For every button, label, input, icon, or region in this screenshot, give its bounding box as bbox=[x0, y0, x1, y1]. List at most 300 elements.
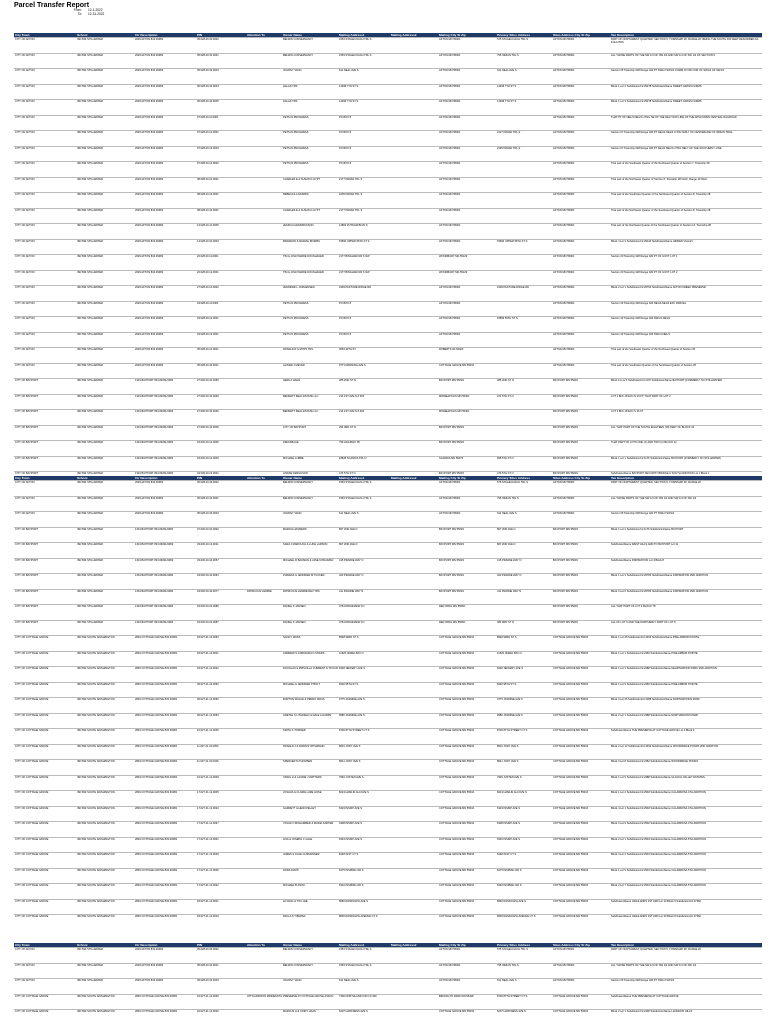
table-cell: CITY OF COTTAGE GROVE bbox=[14, 822, 76, 838]
table-cell: SubdivisionName BAYPORT SECURITY BRIDGE & SOUTH ADDITION Lot 1 Block 1 bbox=[610, 472, 762, 487]
table-cell: 1301 BAYPORT 834 #3001/3483 bbox=[134, 574, 196, 590]
table-cell bbox=[496, 115, 552, 131]
table-cell: Section 33 Township 028 Range 020 NW1/4-NE1/4 bbox=[610, 317, 762, 333]
table-cell: PO BOX 8 bbox=[338, 131, 390, 147]
table-cell: 6391 INSKIP AVE S bbox=[496, 837, 552, 853]
table-cell bbox=[246, 53, 282, 69]
table-cell bbox=[390, 208, 438, 224]
table-cell: 795 INDIAN TRL S bbox=[496, 53, 552, 69]
table-cell: 05.028.20.32.0001 bbox=[196, 963, 246, 979]
table-cell: 8501 JODY AVE S bbox=[338, 744, 390, 760]
table-cell bbox=[496, 363, 552, 379]
table-cell: MINNEAPOLIS MN 55401 bbox=[438, 394, 496, 410]
column-header: Mailing Address1 bbox=[338, 33, 390, 38]
table-cell: PART OF NORTHWEST QUARTER, SECTION 5, TOWNSHIP 28, RANGE 20 bbox=[610, 948, 762, 964]
table-cell: MINNEAPOLIS MN 55401 bbox=[438, 410, 496, 426]
table-cell bbox=[390, 994, 438, 1010]
table-cell: AFTON MN 55001 bbox=[438, 301, 496, 317]
column-header: Attention To bbox=[246, 943, 282, 948]
table-cell: 2029 AFTON 834 #3483 bbox=[134, 270, 196, 286]
table-cell: COTTAGE GROVE MN 55016 bbox=[438, 760, 496, 776]
table-row bbox=[14, 53, 762, 69]
table-cell: AFTON MN 55001 bbox=[552, 208, 610, 224]
table-cell: 611 NEAL AVE S bbox=[338, 979, 390, 995]
table-cell: RONALD R & MYRS TRS bbox=[282, 348, 338, 364]
table-cell: COTTAGE GROVE MN 55016 bbox=[438, 729, 496, 745]
table-cell bbox=[246, 963, 282, 979]
table-cell: BAYPORT MN 55003 bbox=[438, 558, 496, 574]
table-cell: AFTON MN 55001 bbox=[438, 162, 496, 178]
table-cell: Block 2 Lot 1 SubdivisionCd 2400 SubdivisionName LANGDON HILLS bbox=[610, 1010, 762, 1025]
table-cell bbox=[246, 558, 282, 574]
table-cell bbox=[496, 605, 552, 621]
table-cell: ISD 834 STILLWATER bbox=[76, 948, 134, 964]
table-cell bbox=[390, 363, 438, 379]
table-cell: CITY OF AFTON bbox=[14, 332, 76, 348]
table-cell: 2029 AFTON 834 #3483 bbox=[134, 69, 196, 85]
table-row bbox=[14, 527, 762, 543]
table-cell: ISD 834 STILLWATER bbox=[76, 348, 134, 364]
table-cell: CITY OF AFTON bbox=[14, 38, 76, 54]
table-cell: 9980 JASMINE AVE S bbox=[338, 713, 390, 729]
table-cell: BAYPORT MN 55003 bbox=[552, 543, 610, 559]
table-cell: 423 PRAIRIE WAY N bbox=[496, 574, 552, 590]
column-header: Owner Name bbox=[282, 476, 338, 481]
table-cell: 35.028.20.43.0001 bbox=[196, 363, 246, 379]
table-cell: ALL THOSE PARTS OF THE SW 1/4 OF NW 1/4 AND SW 1/4 OF SW 1/4 bbox=[610, 496, 762, 512]
table-cell: CITY OF AFTON bbox=[14, 146, 76, 162]
table-cell bbox=[496, 193, 552, 209]
table-row bbox=[14, 425, 762, 441]
column-header: Owner Name bbox=[282, 33, 338, 38]
table-cell: BAYPORT MN 55003 bbox=[438, 527, 496, 543]
table-cell: BAYPORT MN 55003 bbox=[552, 558, 610, 574]
table-cell: MICHAEL & JENNIFER P BOLT bbox=[282, 682, 338, 698]
table-cell bbox=[390, 651, 438, 667]
table-cell: HALAS TRS bbox=[282, 84, 338, 100]
table-cell: 05.028.20.33.0003 bbox=[196, 512, 246, 528]
table-cell: SPENCER M THOMSEN bbox=[282, 760, 338, 776]
table-row bbox=[14, 69, 762, 85]
table-cell: ISD 834 STILLWATER bbox=[76, 193, 134, 209]
table-cell: COTTAGE GROVE MN 55016 bbox=[552, 744, 610, 760]
table-cell: 867 2ND AVE N bbox=[338, 527, 390, 543]
table-cell: CITY OF AFTON bbox=[14, 270, 76, 286]
table-cell: ISD 833 SOUTH WASHINGTON bbox=[76, 853, 134, 869]
table-cell: 15834 UPPER 56TH ST S bbox=[338, 239, 390, 255]
table-cell bbox=[246, 837, 282, 853]
table-cell: 03.027.21.14.0042 bbox=[196, 667, 246, 683]
table-cell: ATTN ADDISON MINNESOTA bbox=[246, 994, 282, 1010]
table-cell bbox=[246, 425, 282, 441]
table-cell: 08.028.20.32.0001 bbox=[196, 208, 246, 224]
table-cell: 16.027.21.14.0009 bbox=[196, 775, 246, 791]
table-cell: 27.030.20.34.0055 bbox=[196, 379, 246, 395]
table-cell: AFTON MN 55001 bbox=[438, 115, 496, 131]
table-cell: 2127 INDIAN TRL S bbox=[496, 131, 552, 147]
table-row bbox=[14, 38, 762, 54]
table-cell bbox=[390, 100, 438, 116]
table-row bbox=[14, 853, 762, 869]
table-cell bbox=[390, 239, 438, 255]
table-cell: 2029 AFTON 834 #3483 bbox=[134, 363, 196, 379]
table-cell: 6275 INSPIRE CIR S bbox=[338, 868, 390, 884]
table-cell: Block 4 Lot 1 SubdivisionCd 2502 SubdivisionName CALARROSA 4TH ADDITION bbox=[610, 806, 762, 822]
table-cell: COTTAGE GROVE MN 55016 bbox=[438, 837, 496, 853]
table-cell: CITY OF AFTON bbox=[14, 948, 76, 964]
table-cell: ISD 833 SOUTH WASHINGTON bbox=[76, 868, 134, 884]
table-row bbox=[14, 558, 762, 574]
table-cell: 2804 COTTAGE GROVE 833 #3483 bbox=[134, 853, 196, 869]
column-header: Ctr Description bbox=[134, 943, 196, 948]
table-cell: WOODBURY MN 55129 bbox=[438, 255, 496, 271]
table-cell: COTTAGE GROVE MN 55016 bbox=[438, 682, 496, 698]
table-cell: MARCUS H & CINDY HAAS bbox=[282, 1010, 338, 1025]
table-row bbox=[14, 605, 762, 621]
table-cell: 867 2ND AVE N bbox=[496, 527, 552, 543]
table-row bbox=[14, 512, 762, 528]
table-cell bbox=[246, 713, 282, 729]
table-cell: 6275 INSPIRE CIR S bbox=[496, 868, 552, 884]
table-cell bbox=[390, 822, 438, 838]
table-cell bbox=[246, 239, 282, 255]
table-cell: BAYPORT MN 55003 bbox=[552, 410, 610, 426]
table-cell: 8530 RANDOLPH AVENUE CT S bbox=[496, 915, 552, 930]
table-cell: AFTON MN 55001 bbox=[438, 208, 496, 224]
table-cell: Block 1 Lot 2 SubdivisionCd 1176 SubdivisionName BAYPORT bbox=[610, 527, 762, 543]
table-cell: 3754 RIDGEVIEW LN bbox=[338, 620, 390, 636]
table-cell bbox=[246, 100, 282, 116]
table-cell bbox=[390, 605, 438, 621]
table-cell: 2177 BINGHAM DR S NW bbox=[338, 270, 390, 286]
table-cell: COTTAGE GROVE MN 55016 bbox=[438, 667, 496, 683]
table-cell: AFTON MN 55001 bbox=[552, 224, 610, 240]
table-cell: 2804 COTTAGE GROVE 833 #3483 bbox=[134, 837, 196, 853]
table-cell: 06.027.21.14.0052 bbox=[196, 698, 246, 714]
table-cell: PETS IN PROGRESS bbox=[282, 162, 338, 178]
table-cell bbox=[246, 620, 282, 636]
table-cell: 2029 AFTON 834 #3483 bbox=[134, 131, 196, 147]
table-cell: 807 2ND AVE N bbox=[496, 543, 552, 559]
table-cell: CITY OF AFTON bbox=[14, 963, 76, 979]
table-row bbox=[14, 363, 762, 379]
table-cell: HALAS TRS bbox=[282, 100, 338, 116]
table-cell: 1301 BAYPORT 834 #3001/3483 bbox=[134, 425, 196, 441]
table-cell: CITY OF COTTAGE GROVE bbox=[14, 682, 76, 698]
table-cell: CITY OF AFTON bbox=[14, 512, 76, 528]
table-cell: ISD 834 STILLWATER bbox=[76, 177, 134, 193]
table-cell: 8660 RANDOLPH AVE S bbox=[496, 899, 552, 915]
table-cell: That part of the Southeast Quarter of the Northeast Quarter of Section 35 bbox=[610, 348, 762, 364]
table-cell: ALL THAT PART OF LOT 4 BLOCK 78 bbox=[610, 605, 762, 621]
column-header: Primary Situs Address bbox=[496, 476, 552, 481]
table-cell: 27.030.20.43.0045 bbox=[196, 394, 246, 410]
table-cell bbox=[246, 853, 282, 869]
table-cell: 2804 COTTAGE GROVE 833 #3483 bbox=[134, 994, 196, 1010]
table-row bbox=[14, 286, 762, 302]
table-cell: 1939 PASTURE RIDGE RD bbox=[496, 286, 552, 302]
table-cell: SMITH K TOWNER bbox=[282, 729, 338, 745]
table-cell bbox=[390, 131, 438, 147]
table-cell: ISD 834 STILLWATER bbox=[76, 224, 134, 240]
table-cell: 2804 COTTAGE GROVE 833 #3483 bbox=[134, 1010, 196, 1025]
table-cell bbox=[246, 177, 282, 193]
table-cell: 575 STAGECOACH TRL S bbox=[496, 38, 552, 54]
table-cell: Block 1 Lot 2 SubdivisionCd 25278 SubdivisionName SWEET GRASS FARMS bbox=[610, 84, 762, 100]
table-cell: ISD 834 STILLWATER bbox=[76, 301, 134, 317]
table-cell: CITY OF COTTAGE GROVE bbox=[14, 775, 76, 791]
table-cell: 05.028.20.33.0003 bbox=[196, 69, 246, 85]
table-cell: COTTAGE GROVE MN 55016 bbox=[552, 822, 610, 838]
table-cell: CITY OF BAYPORT bbox=[14, 379, 76, 395]
table-cell bbox=[390, 682, 438, 698]
table-cell: 2804 COTTAGE GROVE 833 #3483 bbox=[134, 915, 196, 930]
table-cell: 07.028.20.13.0003 bbox=[196, 146, 246, 162]
table-cell bbox=[496, 332, 552, 348]
table-cell: 13.028.20.41.0005 bbox=[196, 224, 246, 240]
table-cell: 1301 BAYPORT 834 #3001/3483 bbox=[134, 605, 196, 621]
table-cell: 9775 JASMINE AVE S bbox=[338, 698, 390, 714]
table-cell: AFTON MN 55001 bbox=[438, 131, 496, 147]
table-cell: ZZECKBAUE bbox=[282, 441, 338, 457]
table-cell bbox=[246, 543, 282, 559]
table-cell: 415 PRAIRIE WAY N bbox=[496, 558, 552, 574]
table-cell: 1301 BAYPORT 834 #3001/3483 bbox=[134, 441, 196, 457]
table-cell bbox=[390, 574, 438, 590]
table-cell bbox=[496, 425, 552, 441]
table-cell bbox=[390, 837, 438, 853]
table-cell bbox=[246, 1010, 282, 1025]
table-cell: COTTAGE GROVE MN 55016 bbox=[438, 713, 496, 729]
column-header: Tax Description bbox=[610, 33, 762, 38]
table-cell: 05.028.20.33.0002 bbox=[196, 948, 246, 964]
table-cell: Block 3 Lot 26 SubdivisionCd 2388 SubdivisionName NORTHWOODS PARK bbox=[610, 698, 762, 714]
table-cell: 11.027.21.31.0054 bbox=[196, 744, 246, 760]
table-cell: 2205 INDIAN TRL S bbox=[338, 193, 390, 209]
table-row bbox=[14, 239, 762, 255]
table-cell bbox=[390, 589, 438, 605]
table-cell bbox=[390, 512, 438, 528]
table-cell: AFTON MN 55001 bbox=[552, 270, 610, 286]
table-cell: 1553 STAGECOACH TRL S bbox=[338, 53, 390, 69]
table-cell: 14936 7TH ST S bbox=[496, 84, 552, 100]
table-cell bbox=[496, 410, 552, 426]
table-cell: Block 4 Lot 3 SubdivisionCd 25120 SubdivisionName HIDDEN VALLEY bbox=[610, 239, 762, 255]
table-cell: RED WING MN 55066 bbox=[438, 620, 496, 636]
table-cell: PETS IN PROGRESS bbox=[282, 146, 338, 162]
table-cell: COTTAGE GROVE MN 55016 bbox=[552, 994, 610, 1010]
table-cell: COTTAGE GROVE MN 55016 bbox=[552, 713, 610, 729]
table-cell: DANIEL F JANSEN bbox=[282, 605, 338, 621]
table-cell bbox=[390, 286, 438, 302]
table-cell: 17.027.21.13.0001 bbox=[196, 837, 246, 853]
table-cell bbox=[390, 963, 438, 979]
table-row bbox=[14, 884, 762, 900]
table-cell bbox=[246, 605, 282, 621]
table-cell bbox=[246, 224, 282, 240]
table-cell: COTTAGE GROVE MN 55016 bbox=[552, 667, 610, 683]
table-cell: DANIEL F JANSEN bbox=[282, 620, 338, 636]
table-cell: 17.027.21.14.0022 bbox=[196, 884, 246, 900]
table-cell: BROOKLYN PARK MN 55428 bbox=[438, 994, 496, 1010]
table-cell: CITY OF COTTAGE GROVE bbox=[14, 760, 76, 776]
table-cell bbox=[390, 193, 438, 209]
table-cell: 2029 AFTON 834 #3483 bbox=[134, 162, 196, 178]
table-cell: MICHAEL B ANITA bbox=[282, 884, 338, 900]
table-cell: JAMES & JULIE GUSMANNER bbox=[282, 853, 338, 869]
table-cell bbox=[246, 574, 282, 590]
table-cell: CITY OF AFTON bbox=[14, 255, 76, 271]
table-cell: CITY OF AFTON bbox=[14, 979, 76, 995]
table-cell: 8402 95TH ST S bbox=[496, 682, 552, 698]
table-row bbox=[14, 899, 762, 915]
table-cell: CITY OF BAYPORT bbox=[14, 574, 76, 590]
table-cell bbox=[390, 456, 438, 472]
table-cell: SubdivisionName HIGHLANDS 1ST ADD Lot 10 Block 9 SubdivisionCd 27360 bbox=[610, 899, 762, 915]
table-cell bbox=[390, 115, 438, 131]
table-cell bbox=[246, 270, 282, 286]
table-cell: 2029 AFTON 834 #3483 bbox=[134, 979, 196, 995]
table-cell: COTTAGE GROVE MN 55016 bbox=[552, 837, 610, 853]
table-cell: 575 STAGECOACH TRL S bbox=[496, 481, 552, 497]
table-cell: CITY OF COTTAGE GROVE bbox=[14, 729, 76, 745]
table-cell bbox=[246, 301, 282, 317]
table-cell: CITY OF AFTON bbox=[14, 115, 76, 131]
table-cell bbox=[390, 853, 438, 869]
table-cell bbox=[390, 348, 438, 364]
date-range bbox=[50, 8, 104, 16]
table-cell bbox=[390, 1010, 438, 1025]
table-cell bbox=[390, 698, 438, 714]
table-row bbox=[14, 317, 762, 333]
table-cell: AFTON MN 55001 bbox=[438, 146, 496, 162]
table-cell: Section 20 Township 028 Range 020 PT OF GOVT LOT 2 bbox=[610, 270, 762, 286]
table-cell: AFTON MN 55001 bbox=[552, 239, 610, 255]
table-cell bbox=[246, 348, 282, 364]
table-cell: ISD 834 STILLWATER bbox=[76, 620, 134, 636]
table-cell: Block 3 Lot 8 SubdivisionCd 2452 SubdivisionName WOODRIDGE PONDS bbox=[610, 760, 762, 776]
table-cell: PETS IN PROGRESS bbox=[282, 131, 338, 147]
table-cell: Section 33 Township 028 Range 020 SW1/4-NE1/4 bbox=[610, 332, 762, 348]
table-cell bbox=[246, 69, 282, 85]
table-cell: BAYPORT MN 55003 bbox=[438, 574, 496, 590]
table-cell: 2804 COTTAGE GROVE 833 #3483 bbox=[134, 698, 196, 714]
table-cell: BAYPORT MN 55003 bbox=[438, 472, 496, 487]
table-cell bbox=[390, 729, 438, 745]
table-cell: COTTAGE GROVE MN 55016 bbox=[552, 868, 610, 884]
table-cell: 8213 HAMLIN ALCOVE S bbox=[338, 791, 390, 807]
table-cell: AFTON MN 55001 bbox=[552, 481, 610, 497]
table-cell bbox=[246, 744, 282, 760]
column-header: Situs Address City St Zip bbox=[552, 33, 610, 38]
table-cell: 8660 RANDOLPH AVE S bbox=[338, 899, 390, 915]
table-cell: 14936 7TH ST S bbox=[338, 100, 390, 116]
table-cell: MICHAEL R BAUMAN & JANE M BAUMAN bbox=[282, 558, 338, 574]
table-cell: BURTON WOLFE & PEDRO FRIAS bbox=[282, 698, 338, 714]
table-row bbox=[14, 791, 762, 807]
table-cell: 6248 61ST CT S bbox=[496, 853, 552, 869]
table-row bbox=[14, 620, 762, 636]
column-header: Mailing City St Zip bbox=[438, 476, 496, 481]
table-row bbox=[14, 698, 762, 714]
table-cell: 2177 BINGHAM DR S NW bbox=[338, 255, 390, 271]
table-row bbox=[14, 224, 762, 240]
column-header: Ctr Description bbox=[134, 33, 196, 38]
table-cell: CITY OF COTTAGE GROVE bbox=[14, 899, 76, 915]
table-cell: 611 NEAL AVE S bbox=[338, 69, 390, 85]
table-row bbox=[14, 963, 762, 979]
table-cell: 1301 BAYPORT 834 #3001/3483 bbox=[134, 472, 196, 487]
table-cell: AFTON MN 55001 bbox=[438, 512, 496, 528]
table-cell: CITY OF BAYPORT bbox=[14, 589, 76, 605]
table-cell: ISD 834 STILLWATER bbox=[76, 100, 134, 116]
table-cell: CITY OF COTTAGE GROVE bbox=[14, 837, 76, 853]
table-row bbox=[14, 348, 762, 364]
table-cell: 06.028.20.44.0004 bbox=[196, 84, 246, 100]
table-cell: 1553 STAGECOACH TRL S bbox=[338, 481, 390, 497]
table-cell: Section 20 Township 028 Range 020 PT OF GOVT LOT 1 bbox=[610, 255, 762, 271]
table-cell: Block 2 Lot 1 SubdivisionCd 25794 SubdivisionName AFTON CREEK PRESERVE bbox=[610, 286, 762, 302]
table-cell bbox=[246, 84, 282, 100]
table-cell: CITY OF BAYPORT bbox=[14, 620, 76, 636]
table-cell: 06.028.20.44.0005 bbox=[196, 100, 246, 116]
table-cell: CITY OF AFTON bbox=[14, 131, 76, 147]
table-cell: ALL THAT PART OF THE SOUTH EIGHTEEN (18) FEET OF BLOCK 19 bbox=[610, 425, 762, 441]
table-cell: BELWIN CONSERVANCY bbox=[282, 948, 338, 964]
table-cell: COTTAGE GROVE MN 55016 bbox=[438, 868, 496, 884]
table-cell: BAYPORT MN 55003 bbox=[552, 379, 610, 395]
table-cell: 1301 BAYPORT 834 #3001/3483 bbox=[134, 589, 196, 605]
table-cell: COTTAGE GROVE MN 55016 bbox=[438, 1010, 496, 1025]
table-cell: Block 4 Lot 2 SubdivisionCd 2504 SubdivisionName CALARROSA 5TH ADDITION bbox=[610, 853, 762, 869]
table-cell: 6207 HARKNESS AVE S bbox=[496, 1010, 552, 1025]
table-cell: 33.030.20.14.0011 bbox=[196, 543, 246, 559]
table-cell: 1939 PASTURE RIDGE RD bbox=[338, 286, 390, 302]
table-cell bbox=[390, 979, 438, 995]
table-cell bbox=[246, 332, 282, 348]
table-cell: 8148 JEFFERY AVE S bbox=[496, 667, 552, 683]
table-cell: CITY OF AFTON bbox=[14, 286, 76, 302]
table-cell: PRESERVE AT COTTAGE GROVE ASSOC bbox=[282, 994, 338, 1010]
table-cell: That part of the Southeast Quarter of the Northeast Quarter of Section 7, Township 28 bbox=[610, 162, 762, 178]
table-cell: AFTON MN 55001 bbox=[552, 301, 610, 317]
table-cell: 476 5TH ST N bbox=[496, 472, 552, 487]
table-cell: CITY OF BAYPORT bbox=[14, 472, 76, 487]
from-label: From: bbox=[73, 8, 82, 12]
table-cell: 2804 COTTAGE GROVE 833 #3483 bbox=[134, 713, 196, 729]
table-cell: COTTAGE GROVE MN 55016 bbox=[438, 899, 496, 915]
table-cell: 20.028.20.12.0001 bbox=[196, 270, 246, 286]
table-cell: Block 11 Lot 5 SubdivisionCd 1176 SubdivisionName BAYPORT (FORMERLY SO STILLWATER) bbox=[610, 379, 762, 395]
table-cell: 8641 JODY AVE S bbox=[496, 760, 552, 776]
table-cell: CITY OF COTTAGE GROVE bbox=[14, 994, 76, 1010]
table-row bbox=[14, 543, 762, 559]
table-cell: COTTAGE GROVE MN 55016 bbox=[552, 760, 610, 776]
table-cell: COTTAGE GROVE MN 55016 bbox=[552, 853, 610, 869]
table-cell: 27.030.20.44.0006 bbox=[196, 425, 246, 441]
table-cell bbox=[390, 301, 438, 317]
table-cell: 03.027.21.13.0063 bbox=[196, 636, 246, 652]
table-cell: AFTON MN 55001 bbox=[438, 38, 496, 54]
table-cell bbox=[390, 410, 438, 426]
table-cell: 9775 JASMINE AVE S bbox=[496, 698, 552, 714]
table-cell: PO BOX 8 bbox=[338, 162, 390, 178]
table-cell: SubdivisionName WEST HILLS ADD TO BAYPORT Lot 11 bbox=[610, 543, 762, 559]
table-row bbox=[14, 301, 762, 317]
table-cell: 6332 INSPIRE CIR S bbox=[496, 884, 552, 900]
table-cell bbox=[390, 38, 438, 54]
table-cell: COTTAGE GROVE MN 55016 bbox=[438, 822, 496, 838]
